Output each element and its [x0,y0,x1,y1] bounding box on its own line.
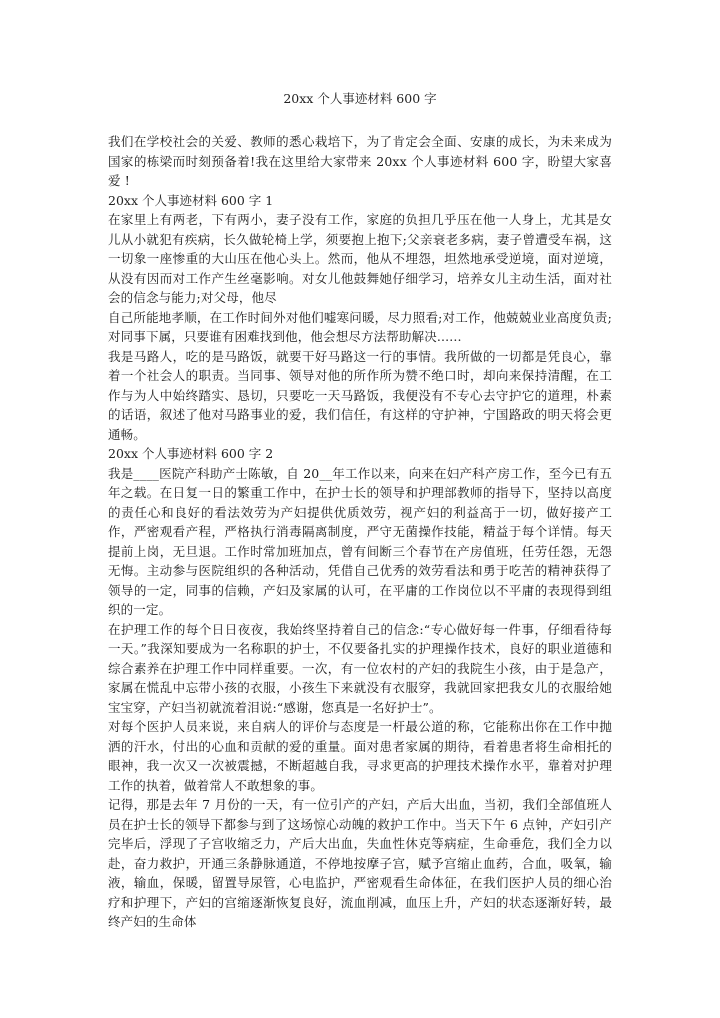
section-1-heading: 20xx 个人事迹材料 600 字 1 [108,192,274,208]
section-1-paragraph: 我是马路人，吃的是马路饭，就要干好马路这一行的事情。我所做的一切都是凭良心，靠着一个社会人的职责。当同事、领导对他的所作所为赞不绝口时，却向来保持清醒，在工作与为人中始终踏实、恳切，只要吃一天马路饭，我便没有不专心去守护它的道理，朴素的话语，叙述了他对马路事业的爱，我们信任，有这样的守护神，宁国路政的明天将会更通畅。 [108,348,612,442]
section-2-paragraph: 对每个医护人员来说，来自病人的评价与态度是一杆最公道的称，它能称出你在工作中抛洒的汗水，付出的心血和贡献的爱的重量。面对患者家属的期待，看着患者将生命相托的眼神，我一次又一次被震撼，不断超越自我，寻求更高的护理技术操作水平，靠着对护理工作的执着，做着常人不敢想象的事。 [108,719,612,793]
section-2-paragraph: 我是____医院产科助产士陈敏，自 20__年工作以来，向来在妇产科产房工作，至今已有五年之载。在日复一日的繁重工作中，在护士长的领导和护理部教师的指导下，坚持以高度的责任心和良好的看法效劳为产妇提供优质效劳，视产妇的利益高于一切，做好接产工作，严密观看产程，严格执行消毒隔离制度，严守无菌操作技能，精益于每个详情。每天提前上岗，无旦退。工作时常加班加点，曾有间断三个春节在产房值班，任劳任怨，无怨无悔。主动参与医院组织的各种活动，凭借自己优秀的效劳看法和勇于吃苦的精神获得了领导的一定，同事的信赖，产妇及家属的认可，在平庸的工作岗位以不平庸的表现得到组织的一定。 [108,465,612,617]
section-2-paragraph: 在护理工作的每个日日夜夜，我始终坚持着自己的信念:“专心做好每一件事，仔细看待每一天。”我深知要成为一名称职的护士，不仅要备扎实的护理操作技术，良好的职业道德和综合素养在护理工作中同样重要。一次，有一位农村的产妇的我院生小孩，由于是急产，家属在慌乱中忘带小孩的衣服，小孩生下来就没有衣服穿，我就回家把我女儿的衣服给她宝宝穿，产妇当初就流着泪说:“感谢，您真是一名好护士”。 [108,621,612,715]
document-title: 20xx 个人事迹材料 600 字 [283,91,437,106]
section-2-heading: 20xx 个人事迹材料 600 字 2 [108,446,274,461]
intro-paragraph: 我们在学校社会的关爱、教师的悉心栽培下，为了肯定会全面、安康的成长，为未来成为国家的栋梁而时刻预备着!我在这里给大家带来 20xx 个人事迹材料 600 字，盼望大家喜爱 ! [108,134,612,188]
section-2-paragraph: 记得，那是去年 7 月份的一天，有一位引产的产妇，产后大出血，当初，我们全部值班人员在护士长的领导下都参与到了这场惊心动魄的救护工作中。当天下午 6 点钟，产妇引产完毕后，浮现了子宫收缩乏力，产后大出血，失血性休克等病症，生命垂危，我们全力以赴，奋力救护，开通三条静脉通道，不停地按摩子宫，赋予宫缩止血药，合血，吸氧，输液，输血，保暖，留置导尿管，心电监护，严密观看生命体征，在我们医护人员的细心治疗和护理下，产妇的宫缩逐渐恢复良好，流血削减，血压上升，产妇的状态逐渐好转，最终产妇的生命体 [108,797,612,929]
section-1-paragraph: 自己所能地孝顺，在工作时间外对他们嘘寒问暖，尽力照看;对工作，他兢兢业业高度负责;对同事下属，只要谁有困难找到他，他会想尽方法帮助解决...... [108,309,612,344]
section-1-paragraph: 在家里上有两老，下有两小，妻子没有工作，家庭的负担几乎压在他一人身上，尤其是女儿从小就犯有疾病，长久做轮椅上学，须要抱上抱下;父亲衰老多病，妻子曾遭受车祸，这一切象一座惨重的大山压在他心头上。然而，他从不埋怨，坦然地承受逆境，面对逆境，从没有因而对工作产生丝毫影响。对女儿他鼓舞她仔细学习，培养女儿主动生活，面对社会的信念与能力;对父母，他尽 [108,212,612,305]
